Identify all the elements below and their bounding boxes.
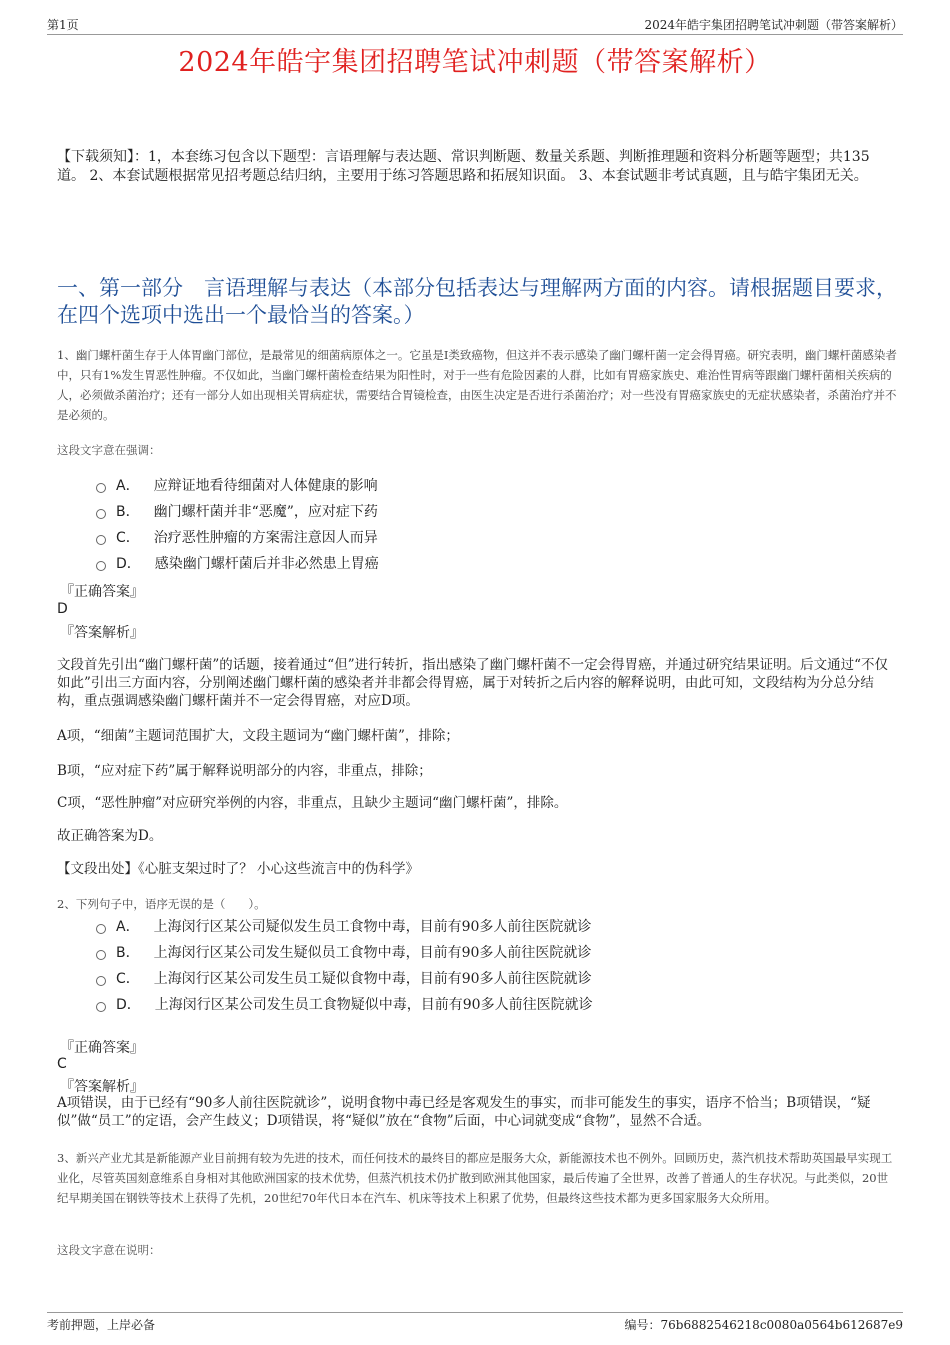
question-1-options xyxy=(96,472,696,576)
page-number: 第1页 xyxy=(47,18,79,32)
question-3-prompt: 这段文字意在说明： xyxy=(57,1243,161,1257)
option-letter: B． xyxy=(116,504,140,520)
correct-answer: C xyxy=(57,1056,67,1072)
answer-label: 『正确答案』 xyxy=(60,584,144,600)
option-d[interactable] xyxy=(96,550,696,576)
option-c[interactable] xyxy=(96,965,696,991)
option-b[interactable] xyxy=(96,498,696,524)
option-letter: A． xyxy=(116,478,140,494)
radio-icon[interactable] xyxy=(96,535,106,545)
analysis-paragraph: 故正确答案为D。 xyxy=(57,828,163,844)
correct-answer: D xyxy=(57,601,68,617)
radio-icon[interactable] xyxy=(96,950,106,960)
option-text: 上海闵行区某公司发生员工疑似食物中毒，目前有90多人前往医院就诊 xyxy=(153,971,592,987)
question-2-options xyxy=(96,913,696,1017)
page-header xyxy=(47,14,903,35)
radio-icon[interactable] xyxy=(96,509,106,519)
analysis-paragraph: C项，“恶性肿瘤”对应研究举例的内容，非重点，且缺少主题词“幽门螺杆菌”，排除。 xyxy=(57,795,568,811)
option-text: 上海闵行区某公司发生员工食物疑似中毒，目前有90多人前往医院就诊 xyxy=(154,997,593,1013)
question-1-prompt: 这段文字意在强调： xyxy=(57,443,161,457)
download-notice: 【下载须知】：1，本套练习包含以下题型：言语理解与表达题、常识判断题、数量关系题、判断推理题和资料分析题等题型；共135道。 2、本套试题根据常见招考题总结归纳，主要用于练习答题思路和拓展知识面。 3、本套试题非考试真题，且与皓宇集团无关。 xyxy=(57,149,870,184)
option-d[interactable] xyxy=(96,991,696,1017)
radio-icon[interactable] xyxy=(96,1002,106,1012)
radio-icon[interactable] xyxy=(96,924,106,934)
option-text: 上海闵行区某公司疑似发生员工食物中毒，目前有90多人前往医院就诊 xyxy=(153,919,592,935)
analysis-paragraph: 文段首先引出“幽门螺杆菌”的话题，接着通过“但”进行转折，指出感染了幽门螺杆菌不一定会得胃癌，并通过研究结果证明。后文通过“不仅如此”引出三方面内容，分别阐述幽门螺杆菌的感染者并非都会得胃癌，属于对转折之后内容的解释说明，由此可知，文段结构为分总分结构，重点强调感染幽门螺杆菌并不一定会得胃癌，对应D项。 xyxy=(57,657,889,709)
option-text: 幽门螺杆菌并非“恶魔”，应对症下药 xyxy=(153,504,378,520)
option-text: 上海闵行区某公司发生疑似员工食物中毒，目前有90多人前往医院就诊 xyxy=(153,945,592,961)
option-letter: B． xyxy=(116,945,140,961)
option-letter: C． xyxy=(116,971,140,987)
section-heading: 一、第一部分 言语理解与表达（本部分包括表达与理解两方面的内容。请根据题目要求，在四个选项中选出一个最恰当的答案。） xyxy=(57,276,897,327)
source-note: 【文段出处】《心脏支架过时了？ 小心这些流言中的伪科学》 xyxy=(57,861,420,877)
footer-slogan: 考前押题，上岸必备 xyxy=(47,1318,156,1332)
page-footer xyxy=(47,1312,903,1335)
question-1-text: 1、幽门螺杆菌生存于人体胃幽门部位，是最常见的细菌病原体之一。它虽是I类致癌物，但这并不表示感染了幽门螺杆菌一定会得胃癌。研究表明，幽门螺杆菌感染者中，只有1%发生胃恶性肿瘤。不仅如此，当幽门螺杆菌检查结果为阳性时，对于一些有危险因素的人群，比如有胃癌家族史、难治性胃病等跟幽门螺杆菌相关疾病的人，必须做杀菌治疗；还有一部分人如出现相关胃病症状，需要结合胃镜检查，由医生决定是否进行杀菌治疗；对一些没有胃癌家族史的无症状感染者，杀菌治疗并不是必须的。 xyxy=(57,348,897,422)
analysis-paragraph: B项，“应对症下药”属于解释说明部分的内容，非重点，排除； xyxy=(57,763,432,779)
option-c[interactable] xyxy=(96,524,696,550)
option-letter: D． xyxy=(116,556,141,572)
analysis-label: 『答案解析』 xyxy=(60,625,144,641)
option-letter: C． xyxy=(116,530,140,546)
option-text: 应辩证地看待细菌对人体健康的影响 xyxy=(153,478,378,494)
answer-label: 『正确答案』 xyxy=(60,1040,144,1056)
header-doc-title: 2024年皓宇集团招聘笔试冲刺题（带答案解析） xyxy=(644,18,903,32)
option-text: 感染幽门螺杆菌后并非必然患上胃癌 xyxy=(154,556,379,572)
radio-icon[interactable] xyxy=(96,483,106,493)
document-title: 2024年皓宇集团招聘笔试冲刺题（带答案解析） xyxy=(178,47,772,78)
analysis-paragraph: A项错误，由于已经有“90多人前往医院就诊”，说明食物中毒已经是客观发生的事实，而非可能发生的事实，语序不恰当；B项错误，“疑似”做“员工”的定语，会产生歧义；D项错误，将“疑似”放在“食物”后面，中心词就变成“食物”，显然不合适。 xyxy=(57,1095,871,1129)
option-b[interactable] xyxy=(96,939,696,965)
option-letter: D． xyxy=(116,997,141,1013)
analysis-label: 『答案解析』 xyxy=(60,1079,144,1095)
footer-doc-id: 编号：76b6882546218c0080a0564b612687e9 xyxy=(624,1318,903,1332)
option-text: 治疗恶性肿瘤的方案需注意因人而异 xyxy=(153,530,378,546)
option-a[interactable] xyxy=(96,472,696,498)
radio-icon[interactable] xyxy=(96,561,106,571)
radio-icon[interactable] xyxy=(96,976,106,986)
analysis-paragraph: A项，“细菌”主题词范围扩大，文段主题词为“幽门螺杆菌”，排除； xyxy=(57,728,459,744)
question-2-text: 2、下列句子中，语序无误的是（ ）。 xyxy=(57,897,266,911)
question-3-text: 3、新兴产业尤其是新能源产业目前拥有较为先进的技术，而任何技术的最终目的都应是服务大众，新能源技术也不例外。回顾历史，蒸汽机技术帮助英国最早实现工业化，尽管英国刻意维系自身相对其他欧洲国家的技术优势，但蒸汽机技术仍扩散到欧洲其他国家，最后传遍了全世界，改善了普通人的生存状况。与此类似，20世纪早期美国在钢铁等技术上获得了先机，20世纪70年代日本在汽车、机床等技术上积累了优势，但最终这些技术都为更多国家服务大众所用。 xyxy=(57,1151,893,1205)
option-a[interactable] xyxy=(96,913,696,939)
option-letter: A． xyxy=(116,919,140,935)
